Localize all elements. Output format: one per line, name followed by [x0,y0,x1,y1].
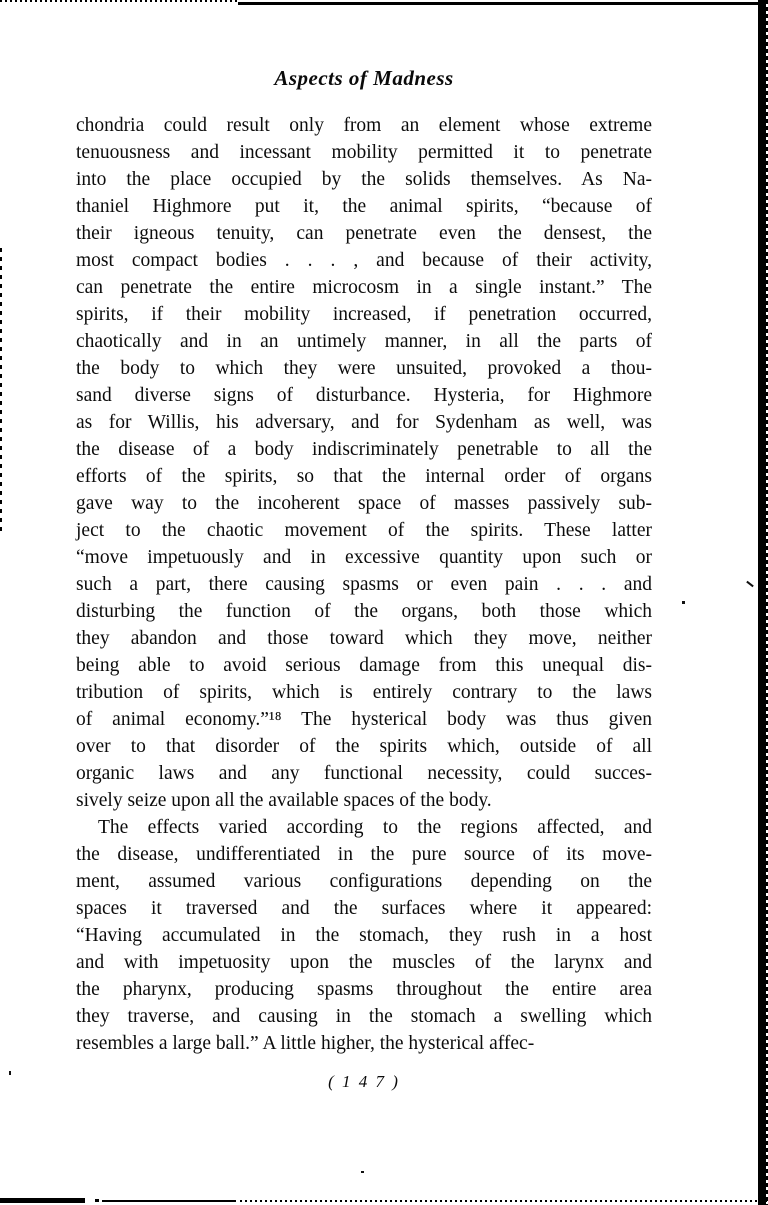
scan-edge-bottom-thin [102,1200,236,1202]
text-line: the disease, undifferentiated in the pure source of its move- [76,844,652,865]
scan-speck [9,1071,11,1075]
running-header: Aspects of Madness [274,66,454,90]
scan-edge-bottom-thick [0,1198,85,1203]
text-line: spaces it traversed and the surfaces where it appeared: [76,898,652,919]
text-line: over to that disorder of the spirits which, outside of all [76,736,652,757]
text-line: the pharynx, producing spasms throughout the entire area [76,979,652,1000]
text-line: sand diverse signs of disturbance. Hysteria, for Highmore [76,385,652,406]
scan-speck [682,601,685,604]
text-line: chondria could result only from an element whose extreme [76,115,652,136]
text-line: their igneous tenuity, can penetrate even the densest, the [76,223,652,244]
text-line: as for Willis, his adversary, and for Sydenham as well, was [76,412,652,433]
text-line: “move impetuously and in excessive quantity upon such or [76,547,652,568]
text-line: the body to which they were unsuited, provoked a thou- [76,358,652,379]
text-line: gave way to the incoherent space of masses passively sub- [76,493,652,514]
scan-speck [746,581,754,588]
text-line: into the place occupied by the solids themselves. As Na- [76,169,652,190]
text-line: of animal economy.”¹⁸ The hysterical body was thus given [76,709,652,730]
text-line: efforts of the spirits, so that the internal order of organs [76,466,652,487]
text-line: chaotically and in an untimely manner, in all the parts of [76,331,652,352]
text-line: they traverse, and causing in the stomach a swelling which [76,1006,652,1027]
text-line: most compact bodies . . . , and because of their activity, [76,250,652,271]
scan-speck [361,1171,364,1173]
text-line: can penetrate the entire microcosm in a single instant.” The [76,277,652,298]
scan-edge-bottom-dot [95,1199,99,1202]
text-line: spirits, if their mobility increased, if penetration occurred, [76,304,652,325]
scan-edge-left-dashed [0,248,2,533]
scan-edge-top-solid [238,2,768,5]
text-line: disturbing the function of the organs, both those which [76,601,652,622]
text-line: being able to avoid serious damage from this unequal dis- [76,655,652,676]
text-line: organic laws and any functional necessity, could succes- [76,763,652,784]
scan-edge-bottom-dotted [240,1200,768,1202]
text-line: The effects varied according to the regions affected, and [98,817,652,838]
scan-edge-top-dotted [0,0,240,2]
text-line: the disease of a body indiscriminately penetrable to all the [76,439,652,460]
text-line: ment, assumed various configurations depending on the [76,871,652,892]
body-text [76,112,652,1057]
text-line: resembles a large ball.” A little higher, the hysterical affec- [76,1033,535,1054]
text-line: thaniel Highmore put it, the animal spirits, “because of [76,196,652,217]
text-line: and with impetuosity upon the muscles of the larynx and [76,952,652,973]
text-line: tribution of spirits, which is entirely contrary to the laws [76,682,652,703]
scan-edge-right-bar [758,0,768,1205]
page-number: ( 1 4 7 ) [328,1072,400,1091]
text-line: tenuousness and incessant mobility permitted it to penetrate [76,142,652,163]
text-line: such a part, there causing spasms or even pain . . . and [76,574,652,595]
text-line: they abandon and those toward which they move, neither [76,628,652,649]
text-line: ject to the chaotic movement of the spirits. These latter [76,520,652,541]
text-line: “Having accumulated in the stomach, they rush in a host [76,925,652,946]
text-line: sively seize upon all the available spaces of the body. [76,790,492,811]
